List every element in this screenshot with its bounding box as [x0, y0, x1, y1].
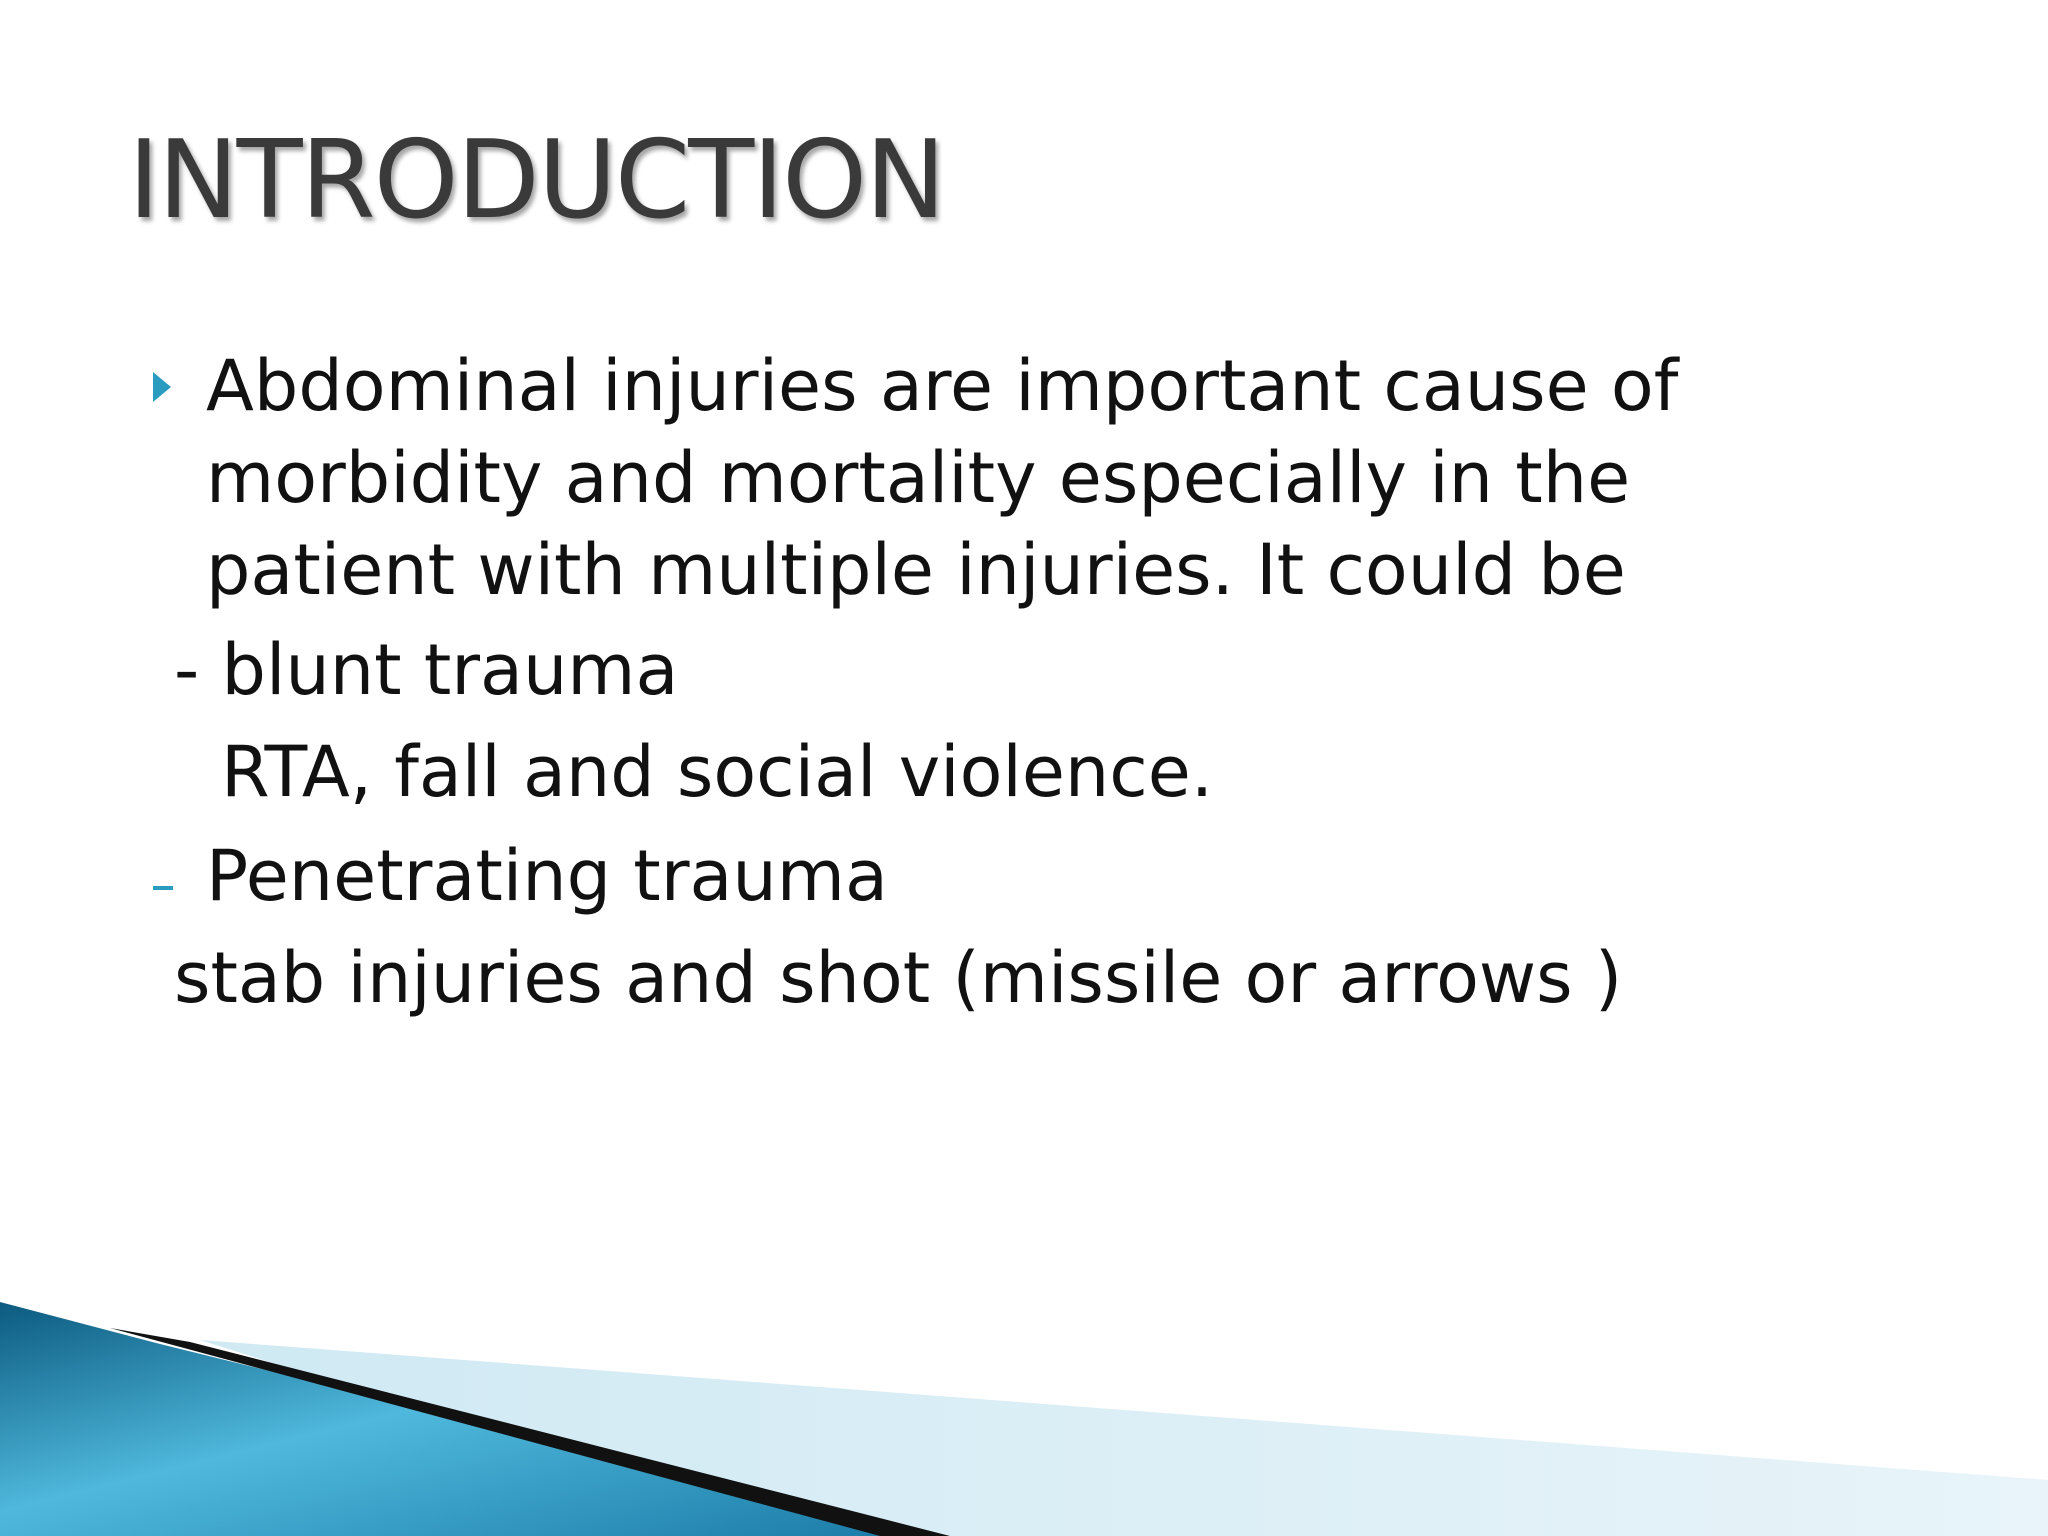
penetrating-trauma-detail: stab injuries and shot (missile or arrows ) [174, 937, 1623, 1019]
slide-title: INTRODUCTION [128, 118, 944, 243]
intro-line-2: morbidity and mortality especially in the [206, 437, 1631, 519]
bullet-arrow-icon [153, 372, 171, 402]
dash-bullet-icon [153, 886, 173, 890]
intro-line-1: Abdominal injuries are important cause of [206, 345, 1679, 427]
decorative-corner-band [0, 1280, 2048, 1536]
intro-paragraph [206, 340, 1678, 616]
intro-line-3: patient with multiple injuries. It could be [206, 529, 1626, 611]
blunt-trauma-heading: - blunt trauma [174, 629, 679, 711]
penetrating-trauma-heading: Penetrating trauma [206, 835, 888, 917]
blunt-trauma-detail: RTA, fall and social violence. [221, 731, 1214, 813]
